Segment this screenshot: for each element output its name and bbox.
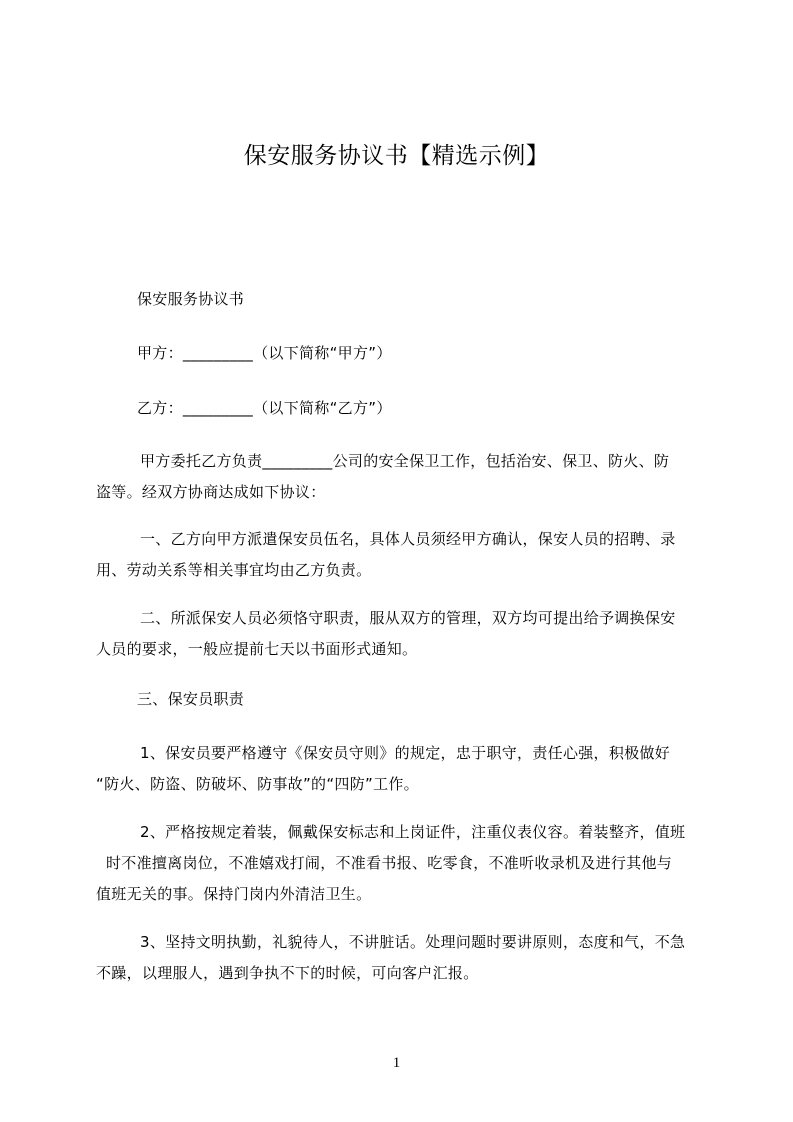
clause-two <box>96 603 708 665</box>
duty-item-1 <box>96 738 708 800</box>
paragraph-line: 3、坚持文明执勤，礼貌待人，不讲脏话。处理问题时要讲原则，态度和气，不急 <box>140 933 686 951</box>
page-number: 1 <box>392 1055 401 1071</box>
paragraph-line: 乙方：_________（以下简称“乙方”） <box>137 399 392 417</box>
paragraph-line: 2、严格按规定着装，佩戴保安标志和上岗证件，注重仪表仪容。着装整齐，值班 <box>140 823 686 841</box>
paragraph-line: 二、所派保安人员必须恪守职责，服从双方的管理，双方均可提出给予调换保安 <box>140 609 676 627</box>
clause-one <box>96 524 708 586</box>
paragraph-line: 值班无关的事。保持门岗内外清洁卫生。 <box>96 885 372 903</box>
document-title: 保安服务协议书【精选示例】 <box>243 143 550 169</box>
paragraph-line: 不躁，以理服人，遇到争执不下的时候，可向客户汇报。 <box>96 964 479 982</box>
paragraph-line: 时不准擅离岗位，不准嬉戏打闹，不准看书报、吃零食，不准听收录机及进行其他与 <box>106 854 673 872</box>
duty-item-2 <box>96 817 708 910</box>
paragraph-line: 保安服务协议书 <box>137 290 245 308</box>
paragraph-line: 甲方：_________（以下简称“甲方”） <box>137 344 392 362</box>
paragraph-line: 人员的要求，一般应提前七天以书面形式通知。 <box>96 640 418 658</box>
duty-item-3 <box>96 927 708 989</box>
paragraph-line: 用、劳动关系等相关事宜均由乙方负责。 <box>96 561 372 579</box>
paragraph-line: 1、保安员要严格遵守《保安员守则》的规定，忠于职守，责任心强，积极做好 <box>140 744 671 762</box>
clause-three-heading <box>96 684 708 715</box>
party-a-line <box>96 338 708 369</box>
paragraph-line: 三、保安员职责 <box>137 690 245 708</box>
paragraph-line: 盗等。经双方协商达成如下协议： <box>96 483 326 501</box>
paragraph-intro <box>96 446 708 508</box>
paragraph-heading <box>96 284 708 315</box>
paragraph-line: “防火、防盗、防破坏、防事故”的“四防”工作。 <box>96 775 419 793</box>
party-b-line <box>96 393 708 424</box>
paragraph-line: 一、乙方向甲方派遣保安员伍名，具体人员须经甲方确认，保安人员的招聘、录 <box>140 530 676 548</box>
paragraph-line: 甲方委托乙方负责_________公司的安全保卫工作，包括治安、保卫、防火、防 <box>140 452 670 470</box>
